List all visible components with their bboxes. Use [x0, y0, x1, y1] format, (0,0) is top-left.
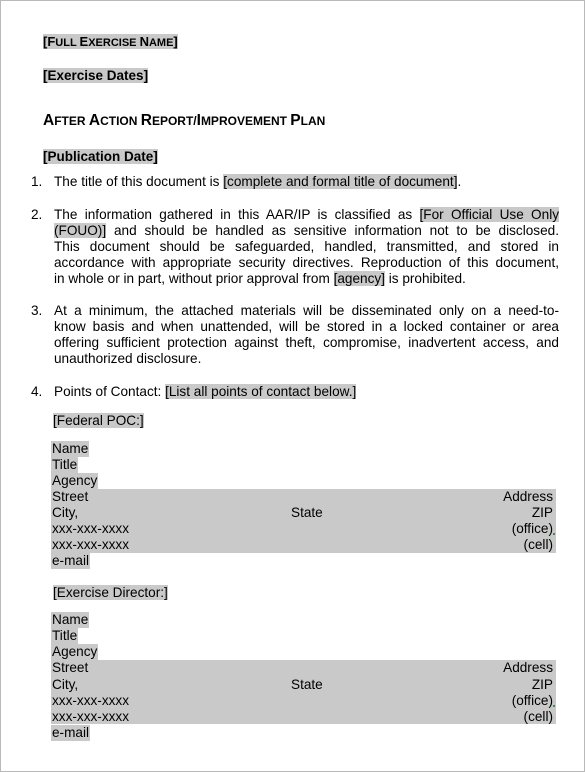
contact-office-label: (office) — [511, 693, 553, 708]
contact-cell-label: (cell) — [523, 709, 553, 724]
contact-address: Address — [503, 660, 553, 675]
contact-street: Street — [52, 660, 89, 675]
contact-phone-office: xxx-xxx-xxxx — [52, 693, 130, 708]
contact-agency: Agency — [52, 473, 98, 488]
contact-title: Title — [52, 628, 78, 643]
contact-phone-cell: xxx-xxx-xxxx — [52, 709, 130, 724]
exercise-director-label: [Exercise Director:] — [53, 585, 168, 600]
contact-agency: Agency — [52, 644, 98, 659]
contact-name: Name — [52, 441, 89, 456]
contact-zip: ZIP — [531, 505, 553, 520]
spellcheck-mark — [553, 533, 555, 535]
contact-phone-cell: xxx-xxx-xxxx — [52, 537, 130, 552]
spellcheck-mark — [553, 705, 555, 707]
publication-date: [Publication Date] — [43, 149, 158, 164]
contact-name: Name — [52, 612, 89, 627]
contact-street: Street — [52, 489, 89, 504]
item-number: 3. — [31, 303, 43, 318]
contact-city: City, — [52, 505, 79, 520]
contact-state: State — [291, 677, 323, 692]
federal-poc-label: [Federal POC:] — [53, 413, 144, 428]
item-number: 1. — [31, 174, 43, 189]
item-number: 2. — [31, 207, 43, 222]
document-page: [FULL EXERCISE NAME] [Exercise Dates] AFTER ACTION REPORT/IMPROVEMENT PLAN [Publication Date] 1. The title of this document is [complete and formal title of document]. 2. The information gathered in this AAR/IP is classified as [For Official Use Only (FOUO)] and should be handled as sensitive information not to be disclosed. This document should be safeguarded, handled, transmitted, and stored in accordance with appropriate security directives. Reproduction of this document, in whole or in part, without prior approval from [agency] is prohibited. 3. At a minimum, the attached materials will be disseminated only on a need-to- know basis and when unattended, will be stored in a locked container or area offering sufficient protection against theft, compromise, inadvertent access, and unauthorized disclosure. 4. Points of Contact: [List all points of contact below.] [Federal POC:] Name Title Agency Street Address City, State ZIP xxx-xxx-xxxx (office) xxx-xxx-xxxx (cell) e-mail [Exercise Director:] Name Title Agency Street Address City, State ZIP xxx-xxx-xxxx (office) xxx-xxx-xxxx (cell) e-mail — [0, 0, 585, 772]
contact-email: e-mail — [52, 553, 90, 568]
contact-phone-office: xxx-xxx-xxxx — [52, 521, 130, 536]
contact-cell-label: (cell) — [523, 537, 553, 552]
report-title: AFTER ACTION REPORT/IMPROVEMENT PLAN — [43, 112, 326, 129]
contact-address: Address — [503, 489, 553, 504]
full-exercise-name: [FULL EXERCISE NAME] — [43, 34, 178, 49]
contact-title: Title — [52, 457, 78, 472]
contact-city: City, — [52, 677, 79, 692]
contact-office-label: (office) — [511, 521, 553, 536]
item-number: 4. — [31, 384, 43, 399]
contact-state: State — [291, 505, 323, 520]
contact-email: e-mail — [52, 725, 90, 740]
contact-zip: ZIP — [531, 677, 553, 692]
exercise-dates: [Exercise Dates] — [43, 68, 149, 83]
